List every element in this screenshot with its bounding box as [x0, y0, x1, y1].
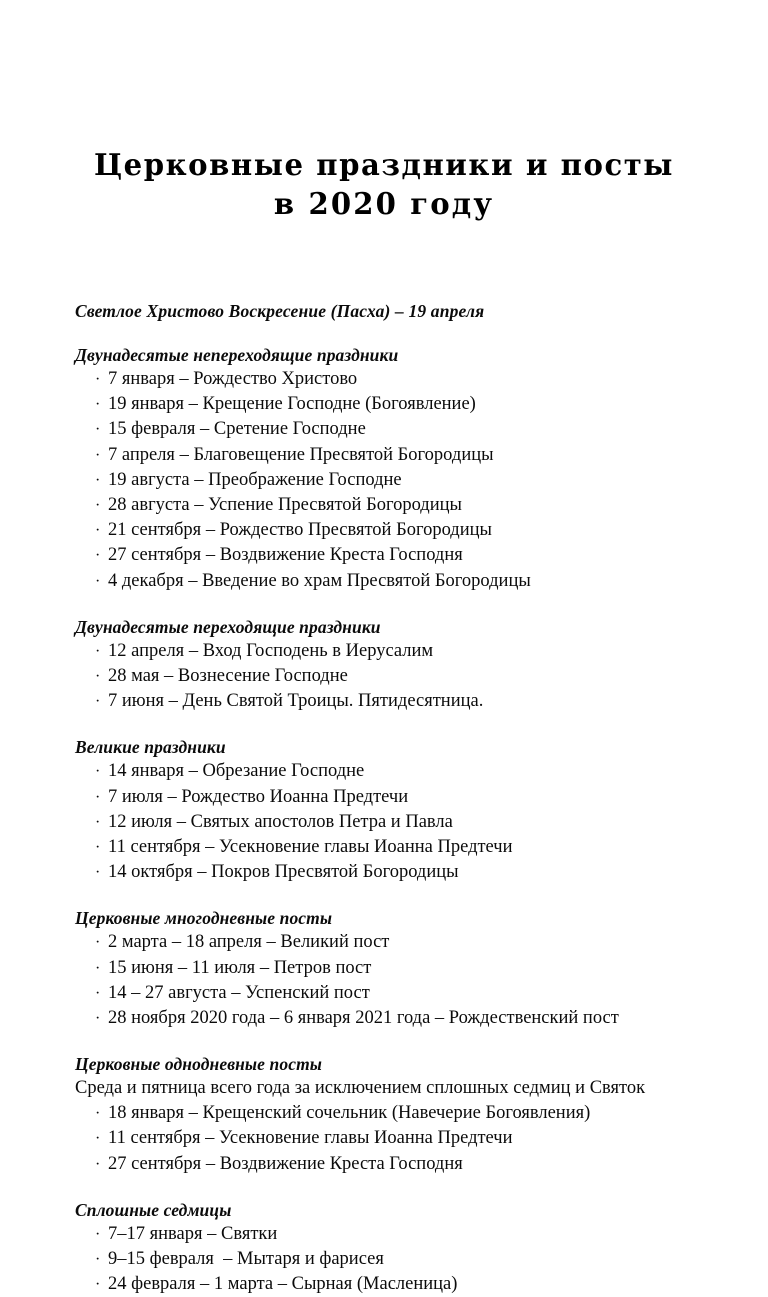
section-item-list [75, 639, 695, 715]
list-item [75, 569, 695, 594]
list-item-label: 24 февраля – 1 марта – Сырная (Масленица) [108, 1274, 458, 1295]
list-item-label: 12 июля – Святых апостолов Петра и Павла [108, 811, 453, 832]
document-body [75, 300, 695, 1297]
list-item [75, 468, 695, 493]
bullet-icon: · [95, 446, 101, 464]
section-fast-free-weeks [75, 1199, 695, 1297]
list-item-label: 14 октября – Покров Пресвятой Богородицы [108, 862, 459, 883]
bullet-icon: · [95, 1010, 101, 1028]
bullet-icon: · [95, 959, 101, 977]
list-item [75, 1272, 695, 1297]
list-item-label: 19 января – Крещение Господне (Богоявление) [108, 394, 476, 415]
section-item-list [75, 1101, 695, 1177]
list-item-label: 28 мая – Вознесение Господне [108, 666, 348, 687]
list-item-label: 12 апреля – Вход Господень в Иерусалим [108, 640, 434, 661]
bullet-icon: · [95, 642, 101, 660]
bullet-icon: · [95, 788, 101, 806]
list-item-label: 9–15 февраля – Мытаря и фарисея [108, 1249, 384, 1270]
list-item [75, 1006, 695, 1031]
list-item-label: 27 сентября – Воздвижение Креста Господня [108, 1153, 463, 1174]
list-item-label: 7 января – Рождество Христово [108, 369, 358, 389]
list-item [75, 785, 695, 810]
section-heading: Двунадесятые переходящие праздники [75, 616, 381, 637]
bullet-icon: · [95, 1276, 101, 1294]
section-heading: Сплошные седмицы [75, 1199, 232, 1220]
list-item [75, 1222, 695, 1247]
list-item-label: 7 июля – Рождество Иоанна Предтечи [108, 786, 409, 807]
list-item [75, 493, 695, 518]
list-item [75, 367, 695, 392]
list-item [75, 981, 695, 1006]
bullet-icon: · [95, 497, 101, 515]
list-item-label: 18 января – Крещенский сочельник (Навечерие Богоявления) [108, 1103, 591, 1124]
bullet-icon: · [95, 934, 101, 952]
bullet-icon: · [95, 1225, 101, 1243]
list-item-label: 27 сентября – Воздвижение Креста Господня [108, 545, 463, 566]
list-item [75, 810, 695, 835]
list-item-label: 21 сентября – Рождество Пресвятой Богородицы [108, 520, 492, 541]
list-item [75, 930, 695, 955]
bullet-icon: · [95, 547, 101, 565]
list-item-label: 15 июня – 11 июля – Петров пост [108, 957, 372, 978]
list-item-label: 7 апреля – Благовещение Пресвятой Богородицы [108, 444, 494, 465]
list-item-label: 28 августа – Успение Пресвятой Богородицы [108, 495, 462, 516]
section-heading: Церковные многодневные посты [75, 908, 333, 929]
section-item-list [75, 367, 695, 594]
section-item-list [75, 759, 695, 885]
bullet-icon: · [95, 396, 101, 414]
bullet-icon: · [95, 763, 101, 781]
section-item-list [75, 930, 695, 1031]
bullet-icon: · [95, 1251, 101, 1269]
bullet-icon: · [95, 839, 101, 857]
list-item [75, 417, 695, 442]
section-movable-great-feasts [75, 616, 695, 715]
list-item [75, 639, 695, 664]
list-item [75, 759, 695, 784]
bullet-icon: · [95, 522, 101, 540]
bullet-icon: · [95, 864, 101, 882]
section-item-list [75, 1222, 695, 1297]
list-item [75, 664, 695, 689]
bullet-icon: · [95, 984, 101, 1002]
list-item [75, 956, 695, 981]
page-title-line-1: Церковные праздники и посты [93, 148, 675, 183]
bullet-icon: · [95, 813, 101, 831]
list-item [75, 1247, 695, 1272]
list-item-label: 15 февраля – Сретение Господне [108, 419, 366, 440]
list-item-label: 14 – 27 августа – Успенский пост [108, 982, 370, 1003]
bullet-icon: · [95, 421, 101, 439]
list-item [75, 1152, 695, 1177]
list-item [75, 860, 695, 885]
easter-date-line: Светлое Христово Воскресение (Пасха) – 19 апреля [75, 301, 485, 321]
list-item [75, 1126, 695, 1151]
section-great-feasts [75, 736, 695, 885]
bullet-icon: · [95, 471, 101, 489]
list-item [75, 835, 695, 860]
list-item [75, 689, 695, 714]
list-item [75, 1101, 695, 1126]
list-item-label: 2 марта – 18 апреля – Великий пост [108, 932, 390, 953]
section-one-day-fasts [75, 1053, 695, 1177]
list-item-label: 28 ноября 2020 года – 6 января 2021 года – Рождественский пост [108, 1008, 619, 1029]
section-heading: Церковные однодневные посты [75, 1054, 323, 1075]
bullet-icon: · [95, 668, 101, 686]
list-item [75, 543, 695, 568]
section-note: Среда и пятница всего года за исключением сплошных седмиц и Святок [75, 1078, 646, 1099]
bullet-icon: · [95, 1155, 101, 1173]
bullet-icon: · [95, 1130, 101, 1148]
bullet-icon: · [95, 693, 101, 711]
bullet-icon: · [95, 572, 101, 590]
list-item-label: 7–17 января – Святки [108, 1223, 278, 1244]
bullet-icon: · [95, 1105, 101, 1123]
list-item-label: 11 сентября – Усекновение главы Иоанна Предтечи [108, 1128, 513, 1149]
list-item-label: 11 сентября – Усекновение главы Иоанна Предтечи [108, 837, 513, 858]
list-item [75, 443, 695, 468]
list-item-label: 7 июня – День Святой Троицы. Пятидесятница. [108, 691, 484, 712]
list-item [75, 392, 695, 417]
bullet-icon: · [95, 371, 101, 388]
section-multi-day-fasts [75, 907, 695, 1031]
list-item [75, 518, 695, 543]
page-title [0, 146, 768, 224]
section-heading: Великие праздники [75, 737, 226, 758]
list-item-label: 19 августа – Преображение Господне [108, 469, 402, 490]
list-item-label: 14 января – Обрезание Господне [108, 761, 365, 782]
section-heading: Двунадесятые непереходящие праздники [75, 345, 399, 365]
list-item-label: 4 декабря – Введение во храм Пресвятой Богородицы [108, 570, 531, 591]
section-immovable-great-feasts [75, 344, 695, 594]
page-title-line-2: в 2020 году [273, 187, 495, 222]
